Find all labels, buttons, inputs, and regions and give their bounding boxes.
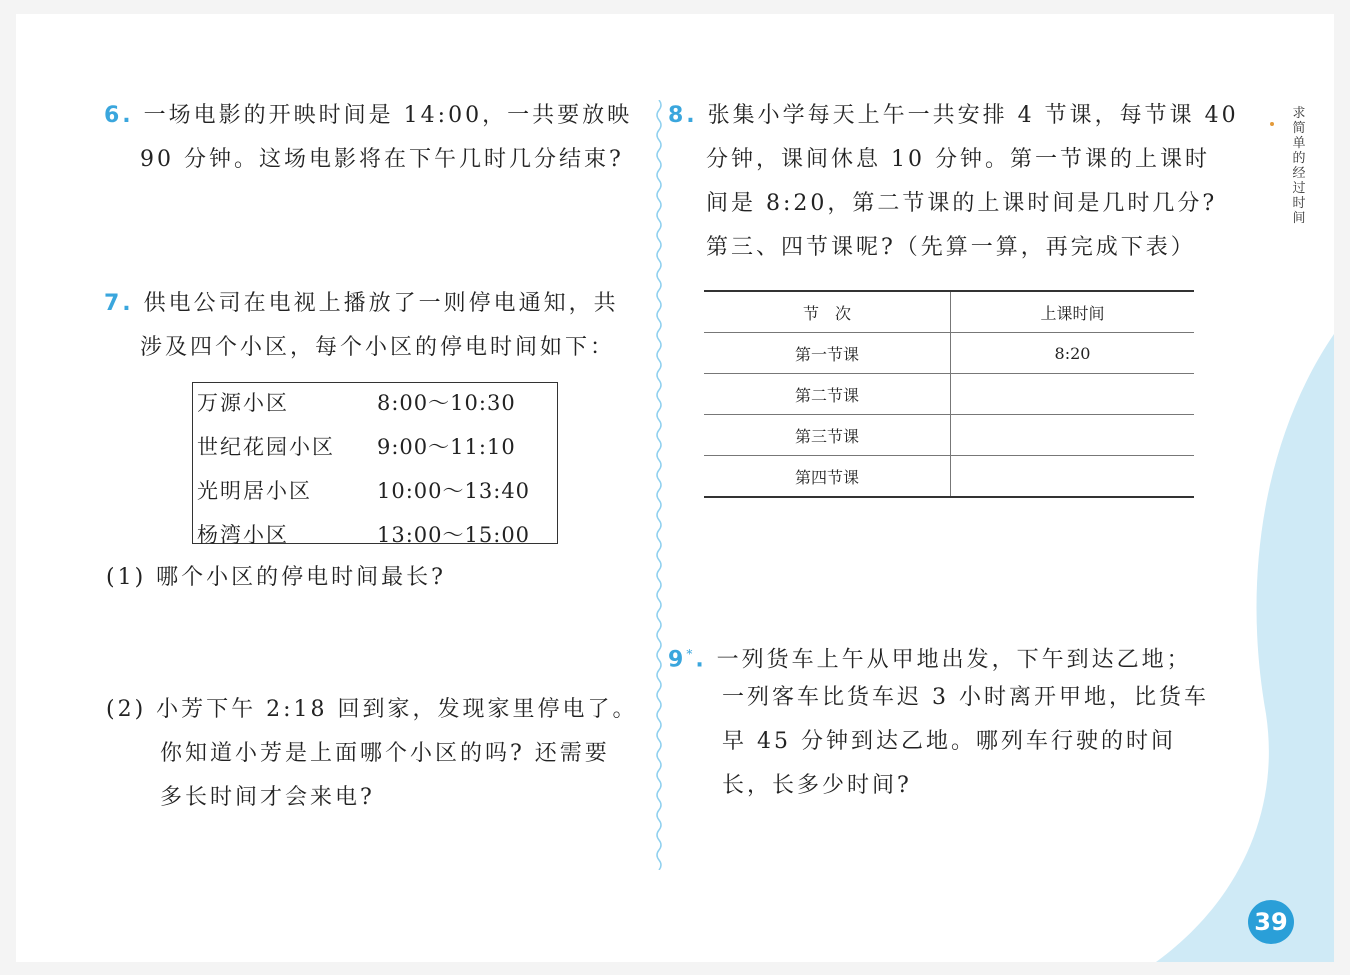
question-7-text-line1: 供电公司在电视上播放了一则停电通知，共: [143, 291, 619, 316]
outage-time: 10:00～13:40: [377, 479, 531, 503]
period-cell: 第二节课: [704, 374, 951, 415]
question-7-sub1: (1) 哪个小区的停电时间最长?: [106, 565, 446, 590]
table-row: [704, 374, 1194, 415]
question-9-number: 9: [668, 647, 687, 673]
outage-schedule-box: [192, 382, 558, 547]
question-7-sub2-line3: 多长时间才会来电?: [160, 785, 375, 810]
district-name: 光明居小区: [197, 479, 312, 503]
question-7-text-line2: 涉及四个小区，每个小区的停电时间如下：: [140, 335, 616, 360]
district-name: 杨湾小区: [197, 523, 289, 547]
question-9-text-line4: 长，长多少时间?: [722, 773, 912, 798]
question-7-part-1: [106, 556, 446, 600]
outage-time: 9:00～11:10: [377, 435, 516, 459]
table-row: [704, 456, 1194, 498]
period-cell: 第四节课: [704, 456, 951, 498]
question-6-number: 6.: [104, 103, 134, 128]
time-cell: [951, 415, 1195, 456]
question-7-part-2: [106, 688, 638, 820]
outage-row: [193, 383, 557, 427]
side-topic-note: 求简单的经过时间: [1292, 106, 1306, 226]
table-row: [704, 415, 1194, 456]
question-6-text-line1: 一场电影的开映时间是 14:00，一共要放映: [143, 103, 633, 128]
period-cell: 第一节课: [704, 333, 951, 374]
outage-row: [193, 471, 557, 515]
outage-row: [193, 427, 557, 471]
challenge-star-icon: *: [686, 647, 696, 661]
question-8-number: 8.: [668, 103, 698, 128]
question-9-text-line2: 一列客车比货车迟 3 小时离开甲地，比货车: [722, 685, 1209, 710]
outage-time: 8:00～10:30: [377, 391, 516, 415]
question-7-number: 7.: [104, 291, 134, 316]
class-schedule-table: [704, 290, 1194, 498]
question-8-text-line4: 第三、四节课呢?（先算一算，再完成下表）: [706, 235, 1196, 260]
outage-time: 13:00～15:00: [377, 523, 531, 547]
question-9: [668, 632, 1209, 808]
question-7-sub2-line1: (2) 小芳下午 2:18 回到家，发现家里停电了。: [106, 697, 638, 722]
outage-row: [193, 515, 557, 559]
time-cell: [951, 456, 1195, 498]
question-6-text-line2: 90 分钟。这场电影将在下午几时几分结束?: [140, 147, 624, 172]
question-6: [104, 94, 632, 182]
page-number-badge: 39: [1248, 900, 1294, 944]
question-7: [104, 282, 619, 370]
orange-dot-icon: [1270, 122, 1274, 126]
table-row: [704, 333, 1194, 374]
time-cell: [951, 374, 1195, 415]
column-header-start-time: 上课时间: [951, 291, 1195, 333]
district-name: 世纪花园小区: [197, 435, 335, 459]
question-9-text-line3: 早 45 分钟到达乙地。哪列车行驶的时间: [722, 729, 1176, 754]
question-8-text-line1: 张集小学每天上午一共安排 4 节课，每节课 40: [707, 103, 1239, 128]
question-8: [668, 94, 1239, 270]
column-divider: [654, 100, 664, 870]
table-header-row: [704, 291, 1194, 333]
question-9-dot: .: [695, 647, 707, 673]
question-8-text-line3: 间是 8:20，第二节课的上课时间是几时几分?: [706, 191, 1218, 216]
time-cell: 8:20: [951, 333, 1195, 374]
district-name: 万源小区: [197, 391, 289, 415]
question-9-text-line1: 一列货车上午从甲地出发，下午到达乙地；: [716, 647, 1192, 673]
question-8-text-line2: 分钟，课间休息 10 分钟。第一节课的上课时: [706, 147, 1210, 172]
workbook-page: [16, 14, 1334, 962]
question-7-sub2-line2: 你知道小芳是上面哪个小区的吗? 还需要: [160, 741, 610, 766]
column-header-period: 节 次: [704, 291, 951, 333]
period-cell: 第三节课: [704, 415, 951, 456]
